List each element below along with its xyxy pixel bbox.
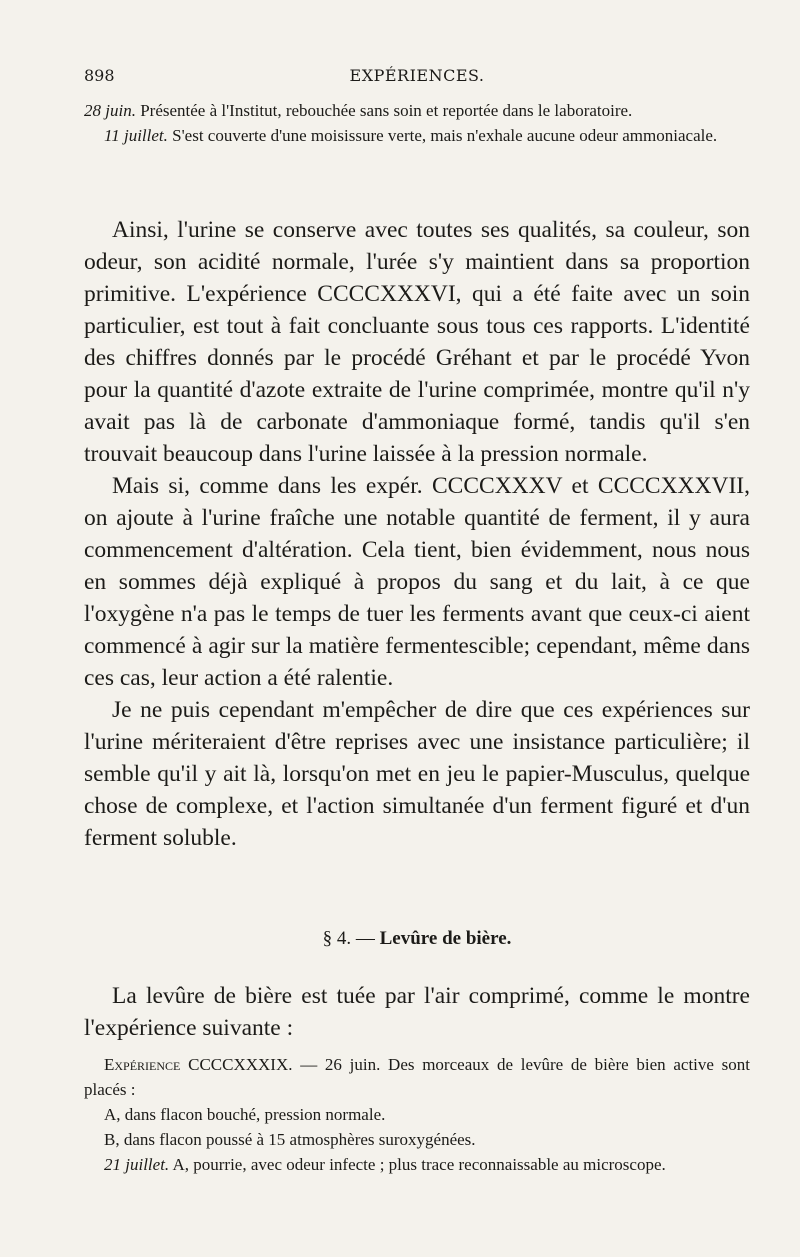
entry-text: Présentée à l'Institut, rebouchée sans soin et reportée dans le laboratoire. <box>135 101 633 120</box>
section-text <box>84 980 750 1044</box>
experiment-result <box>84 1152 750 1177</box>
experiment-item-a: A, dans flacon bouché, pression normale. <box>104 1105 386 1124</box>
experiment-item-b: B, dans flacon poussé à 15 atmosphères suroxygénées. <box>104 1130 476 1149</box>
entry-28-juin <box>84 98 750 123</box>
entry-11-juillet <box>84 123 750 148</box>
running-title: EXPÉRIENCES. <box>349 66 485 85</box>
experiment-intro-text: — 26 juin. Des morceaux de levûre de bière bien active sont placés : <box>84 1055 750 1099</box>
result-text: A, pourrie, avec odeur infecte ; plus trace reconnaissable au microscope. <box>169 1155 666 1174</box>
section-title: Levûre de bière. <box>379 928 512 949</box>
page-number: 898 <box>84 66 115 85</box>
paragraph: Ainsi, l'urine se conserve avec toutes ses qualités, sa couleur, son odeur, son acidité normale, l'urée s'y maintient dans sa proportion primitive. L'expérience CCCCXXXVI, qui a été faite avec un soin particulier, est tout à fait concluante sous tous ces rapports. L'identité des chiffres donnés par le procédé Gréhant et par le procédé Yvon pour la quantité d'azote extraite de l'urine comprimée, montre qu'il n'y avait pas là de carbonate d'ammoniaque formé, tandis qu'il s'en trouvait beaucoup dans l'urine laissée à la pression normale. <box>84 217 750 467</box>
experiment-number: CCCCXXXIX. <box>180 1055 293 1074</box>
paragraph: Je ne puis cependant m'empêcher de dire que ces expériences sur l'urine mériteraient d'être reprises avec une insistance particulière; il semble qu'il y ait là, lorsqu'on met en jeu le papier-Musculus, quelque chose de complexe, et l'action simultanée d'un ferment figuré et d'un ferment soluble. <box>84 697 750 851</box>
section-heading <box>84 928 750 950</box>
main-text <box>84 214 750 854</box>
page-header <box>84 62 750 90</box>
section-number: § 4. — <box>322 928 380 949</box>
paragraph: Mais si, comme dans les expér. CCCCXXXV et CCCCXXXVII, on ajoute à l'urine fraîche une notable quantité de ferment, il y aura commencement d'altération. Cela tient, bien évidemment, nous nous en sommes déjà expliqué à propos du sang et du lait, à ce que l'oxygène n'a pas le temps de tuer les ferments avant que ceux-ci aient commencé à agir sur la matière fermentescible; cependant, même dans ces cas, leur action a été ralentie. <box>84 473 750 691</box>
experiment-intro <box>84 1052 750 1102</box>
entry-text: S'est couverte d'une moisissure verte, mais n'exhale aucune odeur ammoniacale. <box>167 126 718 145</box>
top-entries <box>84 98 750 148</box>
result-date: 21 juillet. <box>104 1155 170 1174</box>
experiment-block <box>84 1052 750 1177</box>
section-paragraph: La levûre de bière est tuée par l'air comprimé, comme le montre l'expérience suivante : <box>84 983 750 1041</box>
entry-date: 11 juillet. <box>104 126 168 145</box>
entry-date: 28 juin. <box>84 101 136 120</box>
experiment-label: Expérience <box>104 1055 181 1074</box>
